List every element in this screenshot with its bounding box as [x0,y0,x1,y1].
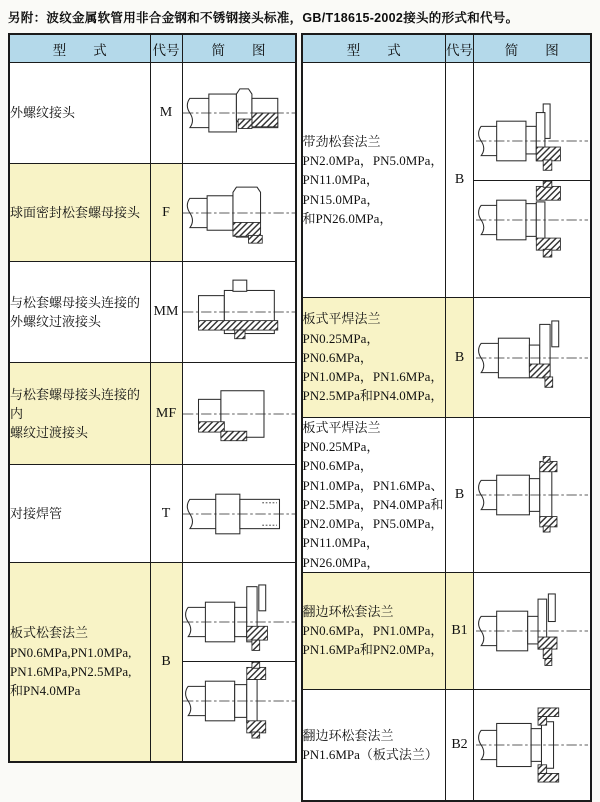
fitting-diagram-cell [182,563,296,762]
fitting-code-cell: B [446,418,474,573]
fitting-type-cell [302,63,446,298]
diagram-box [183,375,295,453]
spherical-union-nut-joint-diagram [183,174,295,252]
fitting-code-cell: MF [150,363,182,465]
plate-loose-flange-top-diagram [183,583,295,661]
fitting-code-cell: T [150,465,182,563]
table-row [302,572,591,689]
diagram-box [183,74,295,152]
column-header-diagram: 简 图 [474,34,591,63]
fitting-diagram-cell [474,63,591,298]
fitting-type-line: PN1.6MPa,PN2.5MPa, [10,663,132,679]
fitting-diagram-cell [474,689,591,801]
male-adapter-diagram [183,273,295,351]
fitting-diagram-cell [182,262,296,363]
fittings-table-left [8,33,297,763]
diagram-box [474,592,590,670]
fitting-type-cell [302,298,446,418]
table-row [9,363,296,465]
diagram-stack [474,319,590,397]
fitting-type-line: PN0.6MPa，PN1.0MPa， [302,623,444,639]
fitting-diagram-cell [182,465,296,563]
table-row [9,164,296,262]
fitting-type-line: PN11.0MPa，PN15.0MPa， [302,172,380,207]
fitting-type-cell [9,63,150,164]
plate-loose-flange-bottom-diagram [183,662,295,740]
diagram-box [183,661,295,740]
fitting-type-line: PN1.6MPa和PN2.0MPa， [302,642,444,658]
fitting-code-cell: B2 [446,689,474,801]
diagram-box [183,583,295,661]
diagram-box [183,174,295,252]
fitting-code-cell: M [150,63,182,164]
fitting-type-line: 外螺纹接头 [10,105,76,121]
fitting-type-cell [9,363,150,465]
diagram-stack [474,456,590,534]
female-adapter-diagram [183,375,295,453]
fitting-type-line: PN11.0MPa，PN26.0MPa， [302,535,380,570]
fitting-type-line: 和PN4.0MPa [10,682,81,698]
lapped-ring-plate-flange-diagram [476,706,588,784]
fitting-type-line: 外螺纹过液接头 [10,314,102,329]
fitting-diagram-cell [182,164,296,262]
column-header-code: 代号 [150,34,182,63]
diagram-stack [183,375,295,453]
fitting-type-line: PN2.0MPa，PN5.0MPa， [302,516,444,532]
fitting-type-line: PN1.6MPa（板式法兰） [302,747,438,763]
table-row [302,689,591,801]
diagram-box [183,273,295,351]
fitting-type-cell [9,262,150,363]
fitting-type-line: PN1.0MPa，PN1.6MPa、 [302,477,444,493]
fitting-type-line: PN2.0MPa，PN5.0MPa， [302,153,444,169]
diagram-stack [183,74,295,152]
fitting-type-line: 板式松套法兰 [10,625,89,641]
neck-loose-flange-top-diagram [476,102,588,180]
fitting-type-cell [9,563,150,762]
butt-weld-pipe-diagram [183,475,295,553]
fitting-code-cell: B [446,298,474,418]
fitting-type-line: PN0.25MPa，PN0.6MPa， [302,439,380,474]
fitting-type-line: 翻边环松套法兰 [302,727,394,743]
fitting-type-line: 板式平焊法兰 [302,420,381,435]
fitting-diagram-cell [182,363,296,465]
table-row [302,298,591,418]
column-header-type: 型 式 [9,34,150,63]
fitting-type-line: 对接焊管 [10,505,63,521]
diagram-box [474,180,590,259]
fitting-type-line: 螺纹过渡接头 [10,425,89,441]
column-header-type: 型 式 [302,34,446,63]
neck-loose-flange-bottom-diagram [476,181,588,259]
fitting-diagram-cell [474,298,591,418]
fitting-type-line: 与松套螺母接头连接的内 [10,386,141,421]
diagram-box [474,102,590,180]
fitting-code-cell: F [150,164,182,262]
diagram-stack [183,273,295,351]
table-row [302,63,591,298]
table-row [302,418,591,573]
fitting-type-line: PN1.0MPa，PN1.6MPa， [302,369,444,385]
fitting-code-cell: B [446,63,474,298]
table-row [9,563,296,762]
column-header-diagram: 简 图 [182,34,296,63]
table-row [9,262,296,363]
diagram-box [474,706,590,784]
fitting-diagram-cell [474,418,591,573]
male-thread-joint-diagram [183,74,295,152]
page-title: 另附：波纹金属软管用非合金钢和不锈钢接头标准，GB/T18615-2002接头的形式和代号。 [8,11,519,25]
fittings-table-right [301,33,592,802]
table-header-row [9,34,296,63]
diagram-stack [183,583,295,740]
diagram-stack [183,475,295,553]
fitting-type-line: PN0.25MPa，PN0.6MPa， [302,330,380,365]
table-row [9,63,296,164]
diagram-stack [474,592,590,670]
table-row [9,465,296,563]
fitting-type-line: PN0.6MPa,PN1.0MPa, [10,644,132,660]
fitting-code-cell: MM [150,262,182,363]
diagram-stack [474,706,590,784]
fittings-tables [8,33,592,802]
fitting-diagram-cell [182,63,296,164]
fitting-type-line: PN2.5MPa和PN4.0MPa， [302,388,444,404]
diagram-box [183,475,295,553]
fitting-type-line: 板式平焊法兰 [302,311,381,327]
fitting-type-cell [302,572,446,689]
fitting-code-cell: B [150,563,182,762]
fitting-type-line: 翻边环松套法兰 [302,604,394,620]
fitting-type-cell [9,465,150,563]
fitting-type-cell [302,418,446,573]
fitting-type-line: 和PN26.0MPa， [302,210,393,226]
fitting-type-line: 球面密封松套螺母接头 [10,204,141,220]
fitting-type-cell [302,689,446,801]
diagram-box [474,456,590,534]
fitting-code-cell: B1 [446,572,474,689]
lapped-ring-flange-diagram [476,592,588,670]
plate-weld-flange-diagram [476,319,588,397]
diagram-box [474,319,590,397]
fitting-type-line: 与松套螺母接头连接的 [10,294,141,310]
weld-neck-flange-diagram [476,456,588,534]
diagram-stack [183,174,295,252]
diagram-stack [474,102,590,259]
fitting-type-line: PN2.5MPa，PN4.0MPa和 [302,496,444,512]
table-header-row [302,34,591,63]
fitting-type-line: 带劲松套法兰 [302,133,381,149]
fitting-diagram-cell [474,572,591,689]
column-header-code: 代号 [446,34,474,63]
fitting-type-cell [9,164,150,262]
